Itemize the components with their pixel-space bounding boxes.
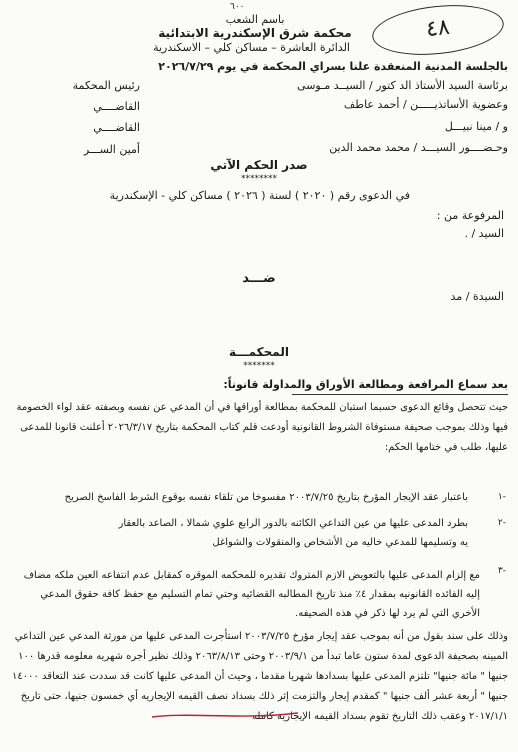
- item-text-1: باعتبار عقد الإيجار المؤرخ بتاريخ ٢٠٠٣/٧/٢٥ مفسوخا من تلقاء نفسه بوقوع الشرط الفاسخ الصريح: [64, 492, 468, 503]
- case-number-stamp: [370, 0, 506, 61]
- plaintiff-name: السيد / .: [464, 227, 504, 240]
- against-label: ضـــد: [242, 271, 276, 286]
- pen-underline-mark: [150, 708, 300, 722]
- item-text-3: مع إلزام المدعى عليها بالتعويض الازم المتروك تقديره للمحكمه الموقره كمقابل عدم انتفاعه العين ملكه مضاف إليه الفائده القانونيه بمقدار ٤٪ منذ تاريخ المطالبه القضائيه وحتي تمام التسليم مع حفظ كافة حقوق المدعي الأخري التي لم يرد لها ذكر في هذه الصحيفه.: [23, 570, 480, 619]
- role-secretary: أمين الســـر: [83, 143, 140, 156]
- court-intro: بعد سماع المرافعة ومطالعة الأوراق والمداولة قانوناً:: [223, 378, 508, 391]
- role-judge-1: القاضــــي: [93, 100, 140, 113]
- court-intro-underline: [292, 394, 508, 395]
- case-number-stamp-text: ٤٨: [424, 14, 451, 43]
- filed-by-label: المرفوعة من :: [436, 209, 504, 222]
- session-intro: بالجلسة المدنية المنعقدة علنا بسراي المحكمة في يوم ٢٠٢٦/٧/٢٩: [158, 60, 508, 73]
- session-members: وعضوية الأساتذيـــــن / أحمد عاطف: [343, 98, 508, 111]
- court-stars: *******: [243, 361, 275, 371]
- session-member-2: و / مينا نبيـــل: [444, 120, 508, 133]
- case-number-line: في الدعوى رقم ( ٢٠٢٠ ) لسنة ( ٢٠٢٦ ) مساكن كلي - الإسكندرية: [109, 189, 410, 202]
- role-president: رئيس المحكمة: [72, 79, 140, 92]
- nation-heading: باسم الشعب: [225, 13, 285, 26]
- item-text-2-continued: يه وتسليمها للمدعي خاليه من الأشخاص والمنقولات والشواغل: [212, 537, 468, 548]
- item-number-2: -٢: [497, 518, 506, 528]
- session-secretary: وحـضــــور السيـــد / محمد محمد الدين: [329, 141, 508, 154]
- role-judge-2: القاضــــي: [93, 121, 140, 134]
- court-title: المحكمـــة: [229, 345, 289, 359]
- item-number-3: -٣: [497, 566, 506, 576]
- closing-paragraph: وذلك على سند بقول من أنه بموجب عقد إيجار مؤرخ ٢٠٠٣/٧/٢٥ استأجرت المدعى عليها من مورثة المدعي عين التداعي المبينه بصحيفة الدعوى لمدة ستون عاما تبدأ من ٢٠٠٣/٩/١ وحتى ٢٠٦٣/٨/١٣ وذلك نظير أجره شهريه معلومه قدرها ١٠٠ جنيها " مائة جنيها" تلتزم المدعى عليها بسدادها شهريا مقدما ، وحيث أن المدعى عليها كانت قد سددت عند التعاقد ١٤٠٠٠ جنيها " أربعة عشر ألف جنيها " كمقدم إيجار والتزمت إثر ذلك بسداد نصف القيمه الإيجاريه أي خمسون جنيها، حتى تاريخ ٢٠١٧/١/١ وعقب ذلك التاريخ تقوم بسداد القيمه الإيجاريه كامله: [12, 631, 508, 722]
- top-page-mark: ٦٠٠: [230, 2, 245, 12]
- session-presided: برئاسة السيد الأستاذ الد كتور / السيــد مـوسى: [297, 79, 508, 92]
- circuit-name: الدائرة العاشرة – مساكن كلي – الاسكندرية: [153, 41, 350, 54]
- court-name: محكمة شرق الإسكندرية الابتدائية: [158, 26, 352, 40]
- item-number-1: -١: [497, 492, 506, 502]
- ruling-title: صدر الحكم الآتي: [210, 158, 308, 172]
- ruling-stars: ********: [241, 174, 277, 184]
- item-text-2: بطرد المدعى عليها من عين التداعي الكائنه بالدور الرابع علوي شمالا ، الصاعد بالعقار: [118, 518, 468, 529]
- defendant-name: السيدة / مد: [450, 290, 504, 303]
- facts-paragraph: حيث تتحصل وقائع الدعوى حسبما استبان للمحكمة بمطالعة أوراقها في أن المدعي عن نفسه وبصفته عقد لواء الخصومة فيها وذلك بموجب صحيفة مستوفاة الشروط القانونية أودعت قلم كتاب المحكمة بتاريخ ٢٠٢٦/٣/١٧ أعلنت قانونا للمدعى عليها، طلب في ختامها الحكم:: [16, 402, 508, 453]
